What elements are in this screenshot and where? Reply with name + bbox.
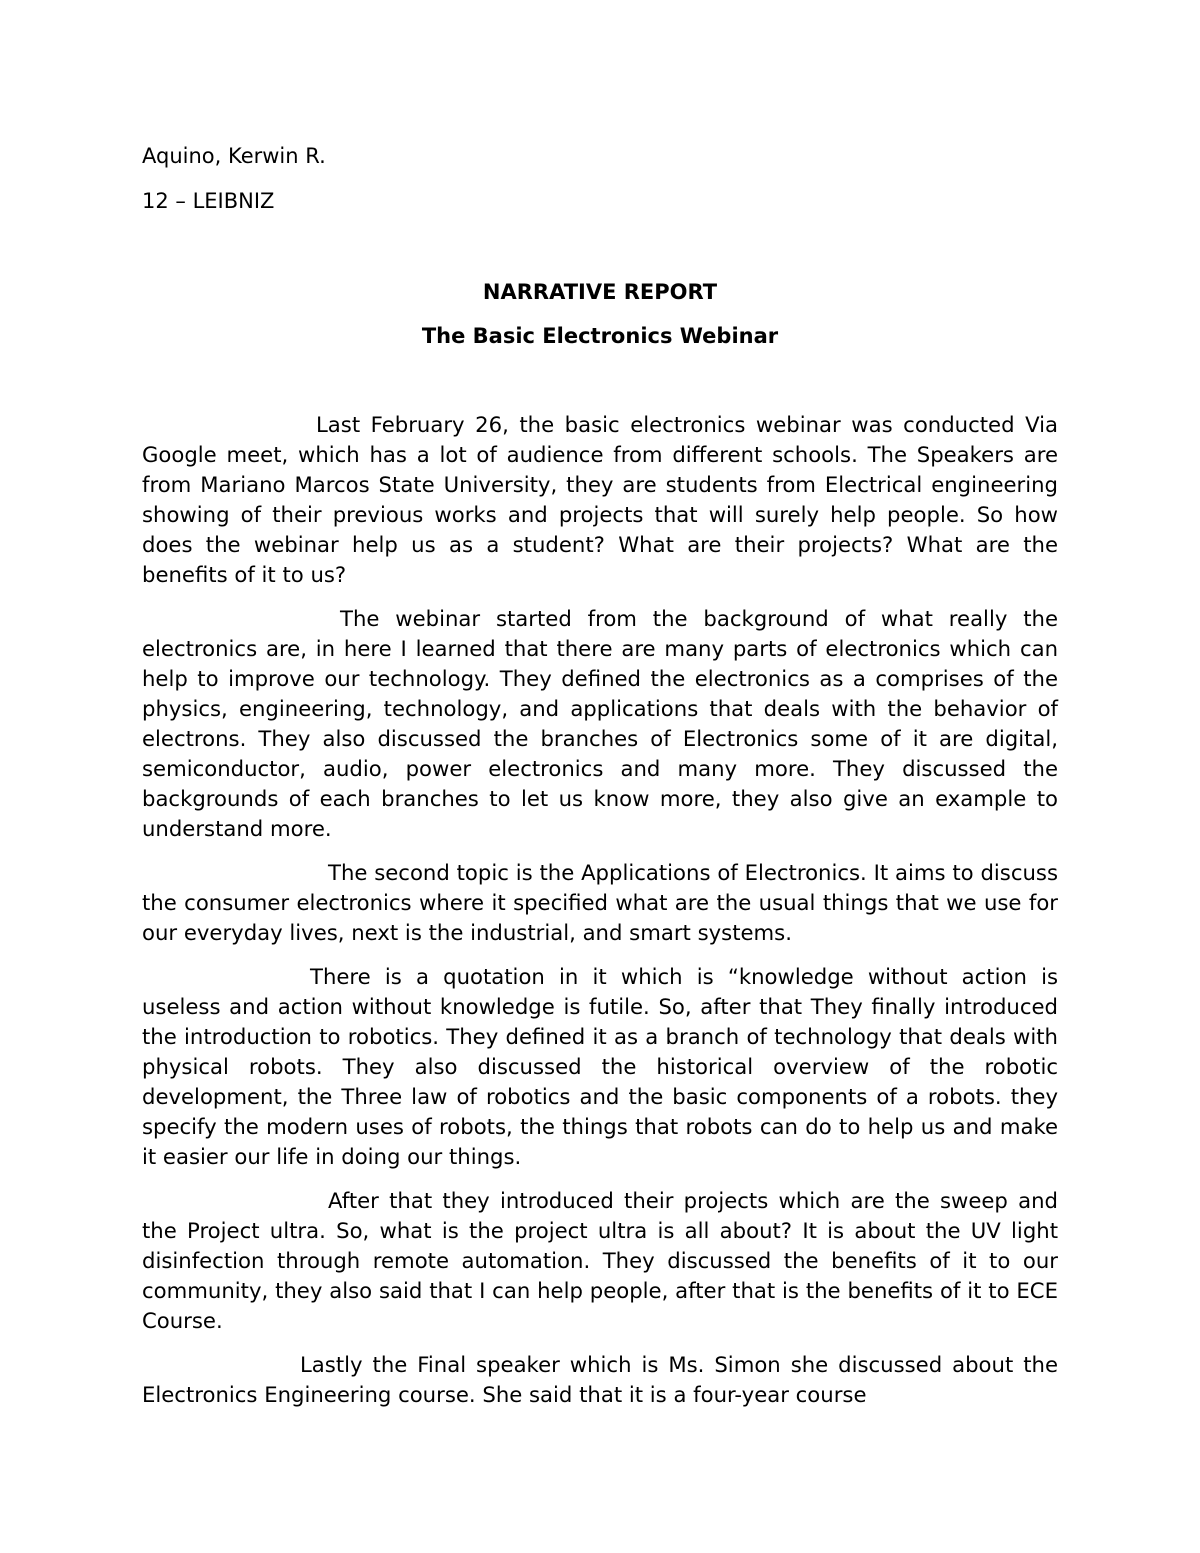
paragraph-final-speaker: Lastly the Final speaker which is Ms. Simon she discussed about the Electronics Engineering course. She said that it is a four-year course — [142, 1352, 1058, 1407]
report-body — [142, 410, 1058, 1424]
author-section: 12 – LEIBNIZ — [142, 189, 275, 213]
paragraph-applications: The second topic is the Applications of Electronics. It aims to discuss the consumer electronics where it specified what are the usual things that we use for our everyday lives, next is the industrial, and smart systems. — [142, 860, 1058, 945]
paragraph-intro: Last February 26, the basic electronics webinar was conducted Via Google meet, which has a lot of audience from different schools. The Speakers are from Mariano Marcos State University, they are students from Electrical engineering showing of their previous works and projects that will surely help people. So how does the webinar help us as a student? What are their projects? What are the benefits of it to us? — [142, 412, 1058, 587]
author-name: Aquino, Kerwin R. — [142, 144, 326, 168]
document-title: The Basic Electronics Webinar — [421, 324, 779, 348]
paragraph-projects: After that they introduced their projects which are the sweep and the Project ultra. So, what is the project ultra is all about? It is about the UV light disinfection through remote automation. They discussed the benefits of it to our community, they also said that I can help people, after that is the benefits of it to ECE Course. — [142, 1188, 1058, 1333]
paragraph-robotics: There is a quotation in it which is “knowledge without action is useless and action without knowledge is futile. So, after that They finally introduced the introduction to robotics. They defined it as a branch of technology that deals with physical robots. They also discussed the historical overview of the robotic development, the Three law of robotics and the basic components of a robots. they specify the modern uses of robots, the things that robots can do to help us and make it easier our life in doing our things. — [142, 964, 1058, 1169]
paragraph-background: The webinar started from the background of what really the electronics are, in here I learned that there are many parts of electronics which can help to improve our technology. They defined the electronics as a comprises of the physics, engineering, technology, and applications that deals with the behavior of electrons. They also discussed the branches of Electronics some of it are digital, semiconductor, audio, power electronics and many more. They discussed the backgrounds of each branches to let us know more, they also give an example to understand more. — [142, 606, 1058, 841]
document-type-heading: NARRATIVE REPORT — [482, 280, 718, 304]
